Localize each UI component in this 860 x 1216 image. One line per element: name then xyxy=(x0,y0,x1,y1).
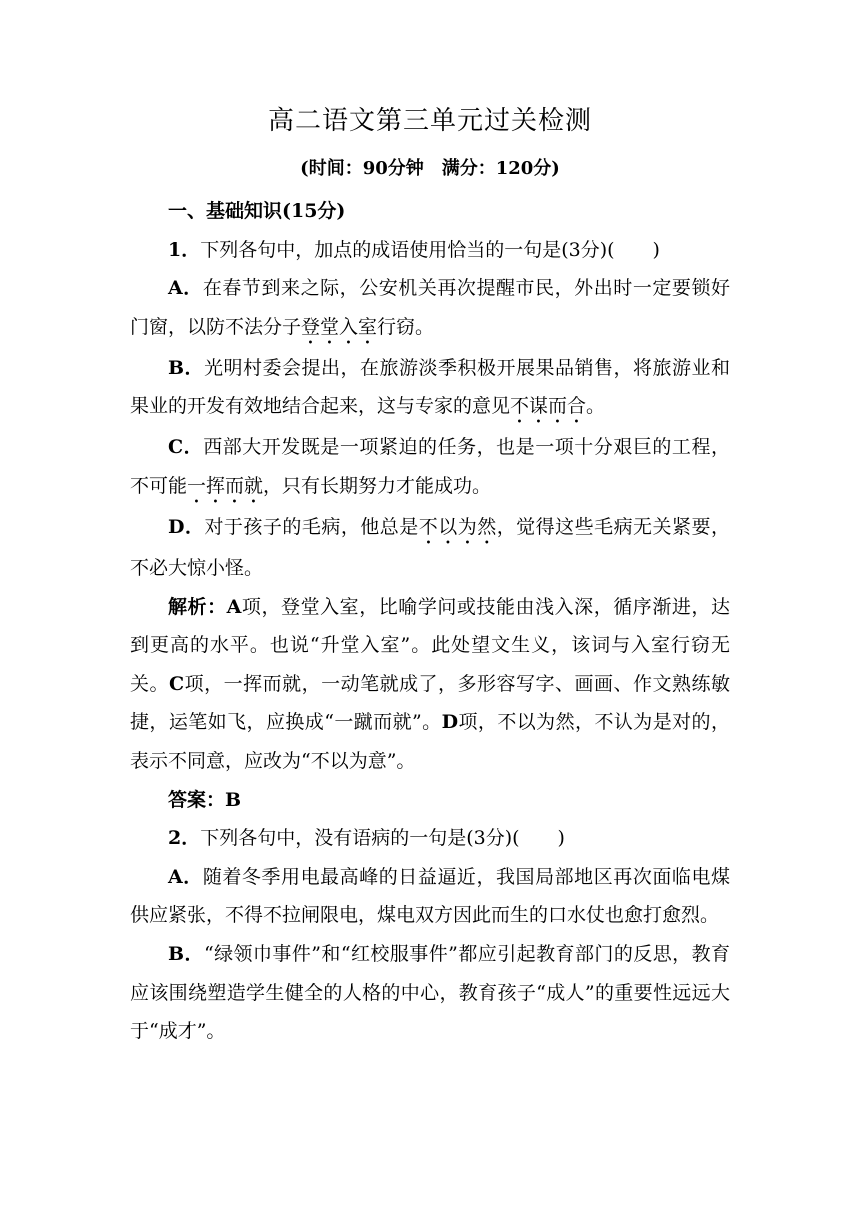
section-heading: 一、基础知识(15分) xyxy=(168,200,346,222)
answer-label: 答案： xyxy=(168,788,226,811)
dotted-idiom: 一挥而就 xyxy=(187,474,264,497)
answer xyxy=(130,781,730,820)
option-d xyxy=(130,508,730,588)
dotted-idiom: 登堂入室 xyxy=(301,315,378,338)
analysis-text: 项，登堂入室，比喻学问或技能由浅入深，循序渐进，达到更高的水平。也说“升堂入室”。此处望文生义，该词与入室行窃无关。 xyxy=(130,595,730,695)
option-label: A． xyxy=(168,865,203,888)
question-text: 下列各句中，没有语病的一句是(3分)( ) xyxy=(200,827,565,850)
option-label: B． xyxy=(168,942,204,965)
option-label: D． xyxy=(168,515,205,538)
option-text: 光明村委会提出，在旅游淡季积极开展果品销售，将旅游业和果业的开发有效地结合起来，这与专家的意见 xyxy=(130,356,730,418)
question-number: 2． xyxy=(168,827,201,850)
question-number: 1． xyxy=(168,238,201,261)
analysis-option-ref: C xyxy=(169,672,185,695)
option-b xyxy=(130,935,730,1051)
option-text: ，觉得这些毛病无关紧要，不必大惊小怪。 xyxy=(130,515,730,579)
dotted-idiom: 不谋而合 xyxy=(510,395,587,418)
option-text: 西部大开发既是一项紧迫的任务，也是一项十分艰巨的工程，不可能 xyxy=(130,436,730,497)
analysis-label: 解析： xyxy=(168,595,227,618)
dotted-idiom: 不以为然 xyxy=(418,515,497,538)
question-1-stem xyxy=(130,231,730,270)
option-text: 随着冬季用电最高峰的日益逼近，我国局部地区再次面临电煤供应紧张，不得不拉闸限电，煤电双方因此而生的口水仗也愈打愈烈。 xyxy=(130,865,730,927)
document-body xyxy=(130,192,730,1051)
answer-value: B xyxy=(225,788,242,811)
option-a xyxy=(130,858,730,935)
option-label: C． xyxy=(168,436,204,459)
option-text: “绿领巾事件”和“红校服事件”都应引起教育部门的反思，教育应该围绕塑造学生健全的人格的中心，教育孩子“成人”的重要性远远大于“成才”。 xyxy=(130,942,730,1043)
option-b xyxy=(130,349,730,429)
option-text: 对于孩子的毛病，他总是 xyxy=(204,515,419,538)
page-title: 高二语文第三单元过关检测 xyxy=(267,106,592,136)
option-text: 在春节到来之际，公安机关再次提醒市民，外出时一定要锁好门窗，以防不法分子 xyxy=(130,277,730,338)
question-text: 下列各句中，加点的成语使用恰当的一句是(3分)( ) xyxy=(200,238,660,261)
exam-info: (时间：90分钟 满分：120分) xyxy=(300,158,560,179)
option-label: A． xyxy=(168,277,203,300)
analysis-option-ref: A xyxy=(226,595,242,618)
option-text: 。 xyxy=(586,395,606,418)
option-text: 行窃。 xyxy=(377,315,435,338)
analysis-text: 项，一挥而就，一动笔就成了，多形容写字、画画、作文熟练敏捷，运笔如飞，应换成“一蹴而就”。 xyxy=(130,672,730,734)
analysis-text: 项，不以为然，不认为是对的，表示不同意，应改为“不以为意”。 xyxy=(130,711,730,772)
analysis xyxy=(130,588,730,781)
option-a xyxy=(130,269,730,349)
option-label: B． xyxy=(168,356,205,379)
question-2-stem xyxy=(130,819,730,858)
option-c xyxy=(130,428,730,508)
analysis-option-ref: D xyxy=(441,711,459,734)
option-text: ，只有长期努力才能成功。 xyxy=(263,474,492,497)
